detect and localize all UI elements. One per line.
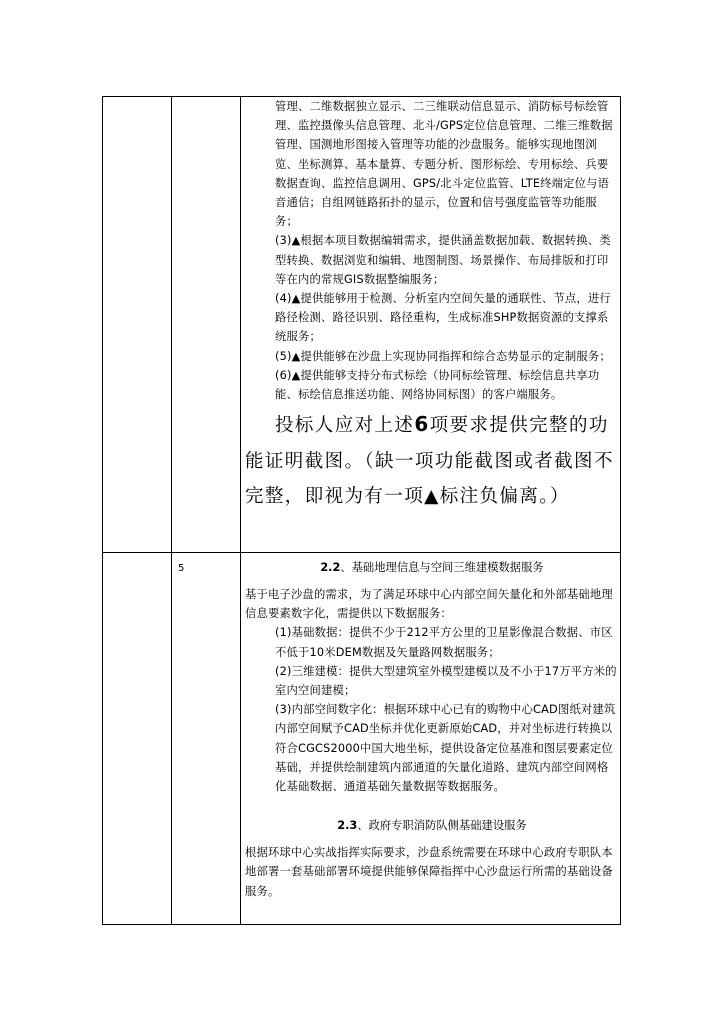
column-divider	[240, 97, 241, 924]
requirement-item-6: (6)▲提供能够支持分布式标绘（协同标绘管理、标绘信息共享功能、标绘信息推送功能、网络协同标图）的客户端服务。	[275, 368, 600, 402]
section-heading-2-2: 2.2、基础地理信息与空间三维建模数据服务	[320, 561, 544, 574]
requirement-cell-top	[245, 97, 619, 515]
column-divider	[171, 97, 172, 924]
data-service-item: (1)基础数据：提供不少于212平方公里的卫星影像混合数据、市区不低于10米DEM数据及矢量路网数据服务；	[275, 626, 613, 659]
requirement-text: 管理、二维数据独立显示、二三维联动信息显示、消防标号标绘管理、监控摄像头信息管理、北斗/GPS定位信息管理、二维三维数据管理、国测地形图接入管理等功能的沙盘服务。能够实现地图浏览、坐标测算、基本量算、专题分析、图形标绘、专用标绘、兵要数据查询、监控信息调用、GPS/北斗定位监管、LTE终端定位与语音通信；自组网链路拓扑的显示，位置和信号强度监管等功能服务；	[275, 100, 613, 229]
requirements-table	[102, 96, 621, 925]
notice-count: 6	[414, 412, 430, 437]
requirement-item-4: (4)▲提供能够用于检测、分析室内空间矢量的通联性、节点，进行路径检测、路径识别、路径重构，生成标准SHP数据资源的支撑系统服务；	[275, 292, 611, 344]
section-heading-2-3: 2.3、政府专职消防队侧基础建设服务	[337, 819, 527, 833]
requirement-item-3: (3)▲根据本项目数据编辑需求，提供涵盖数据加载、数据转换、类型转换、数据浏览和编辑、地图制图、场景操作、布局排版和打印等在内的常规GIS数据整编服务；	[275, 234, 611, 286]
row-divider	[103, 552, 620, 553]
section-intro: 基于电子沙盘的需求，为了满足环球中心内部空间矢量化和外部基础地理信息要素数字化，需提供以下数据服务：	[245, 588, 613, 621]
section-intro: 根据环球中心实战指挥实际要求，沙盘系统需要在环球中心政府专职队本地部署一套基础部署环境提供能够保障指挥中心沙盘运行所需的基础设备服务。	[245, 846, 613, 898]
row-number-cell	[178, 556, 228, 575]
data-service-item: (2)三维建模：提供大型建筑室外模型建模以及不小于17万平方米的室内空间建模；	[275, 664, 617, 698]
bidder-notice: 投标人应对上述6项要求提供完整的功能证明截图。（缺一项功能截图或者截图不完整，即视为有一项▲标注负偏离。）	[245, 412, 614, 508]
row-number: 5	[178, 563, 185, 574]
requirement-cell-bottom	[245, 558, 619, 901]
data-service-item: (3)内部空间数字化：根据环球中心已有的购物中心CAD图纸对建筑内部空间赋予CAD坐标并优化更新原始CAD，并对坐标进行转换以符合CGCS2000中国大地坐标，提供设备定位基准和图层要素定位基础，并提供绘制建筑内部通道的矢量化道路、建筑内部空间网格化基础数据、通道基础矢量数据等数据服务。	[275, 703, 616, 794]
requirement-item-5: (5)▲提供能够在沙盘上实现协同指挥和综合态势显示的定制服务；	[275, 349, 611, 363]
